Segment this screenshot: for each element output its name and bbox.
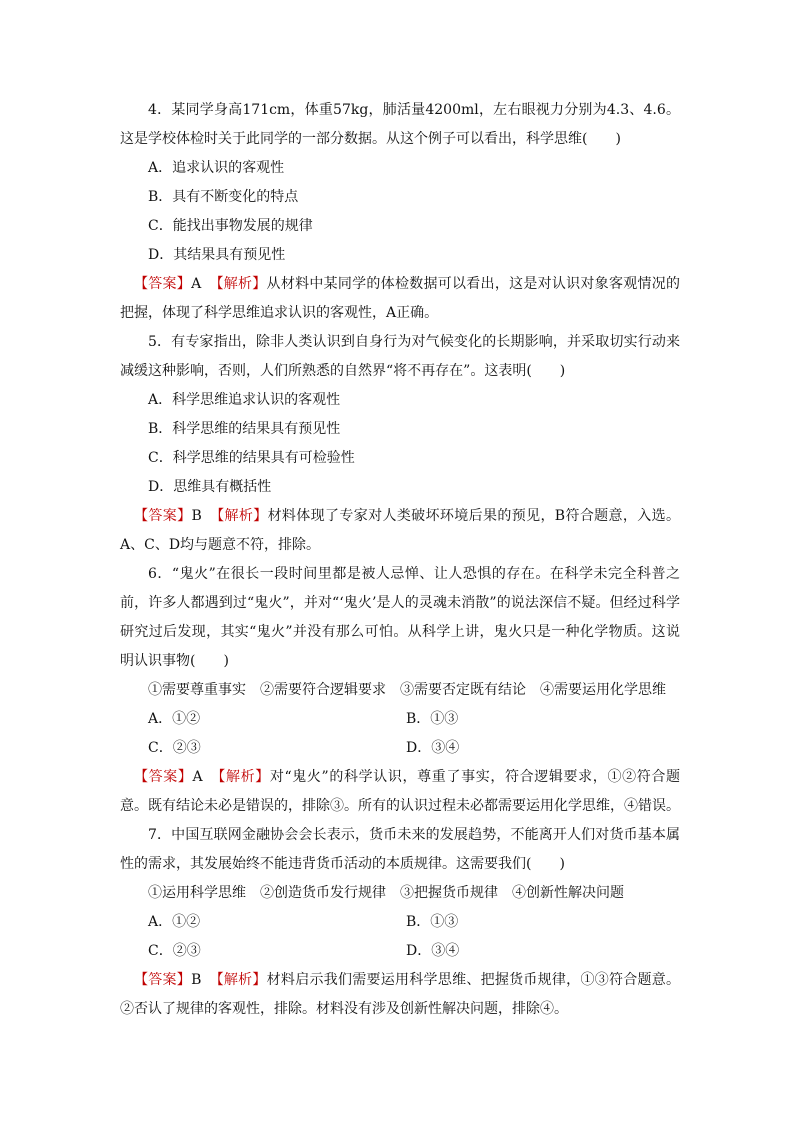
option-b: B．具有不断变化的特点 — [148, 189, 299, 205]
question-7 — [120, 821, 680, 1024]
option-d: D．③④ — [406, 740, 460, 756]
analysis-tag: 【解析】 — [209, 508, 268, 524]
question-list — [120, 96, 680, 1024]
option-row — [120, 937, 680, 966]
answer-letter: B — [191, 972, 202, 988]
analysis-text: 材料启示我们需要运用科学思维、把握货币规律，①③符合题意。②否认了规律的客观性，排除。材料没有涉及创新性解决问题，排除④。 — [120, 972, 681, 1017]
answer-block — [120, 763, 680, 821]
analysis-text: 对“鬼火”的科学认识，尊重了事实，符合逻辑要求，①②符合题意。既有结论未必是错误的，排除③。所有的认识过程未必都需要运用化学思维，④错误。 — [120, 769, 680, 814]
question-4 — [120, 96, 680, 328]
question-5 — [120, 328, 680, 560]
option-d: D．其结果具有预见性 — [148, 247, 286, 263]
question-stem: 4．某同学身高171cm，体重57kg，肺活量4200ml，左右眼视力分别为4.3、4.6。这是学校体检时关于此同学的一部分数据。从这个例子可以看出，科学思维( ) — [120, 102, 680, 147]
analysis-tag: 【解析】 — [210, 769, 270, 785]
analysis-tag: 【解析】 — [209, 972, 267, 988]
option-b: B．①③ — [406, 914, 459, 930]
question-stem: 6．“鬼火”在很长一段时间里都是被人忌惮、让人恐惧的存在。在科学未完全科普之前，许多人都遇到过“鬼火”，并对“‘鬼火’是人的灵魂未消散”的说法深信不疑。但经过科学研究过后发现，其实“鬼火”并没有那么可怕。从科学上讲，鬼火只是一种化学物质。这说明认识事物( ) — [120, 566, 680, 669]
question-6 — [120, 560, 680, 821]
option-row — [120, 734, 680, 763]
option-a: A．①② — [148, 711, 201, 727]
statement-list: ①需要尊重事实 ②需要符合逻辑要求 ③需要否定既有结论 ④需要运用化学思维 — [148, 682, 666, 698]
answer-tag: 【答案】 — [134, 508, 192, 524]
option-a: A．①② — [148, 914, 201, 930]
option-c: C．科学思维的结果具有可检验性 — [148, 450, 355, 466]
option-b: B．①③ — [406, 711, 459, 727]
option-d: D．③④ — [406, 943, 460, 959]
option-d: D．思维具有概括性 — [148, 479, 272, 495]
answer-letter: A — [192, 769, 203, 785]
analysis-tag: 【解析】 — [209, 276, 267, 292]
answer-tag: 【答案】 — [134, 769, 193, 785]
answer-block — [120, 502, 680, 560]
question-stem: 5．有专家指出，除非人类认识到自身行为对气候变化的长期影响，并采取切实行动来减缓这种影响，否则，人们所熟悉的自然界“将不再存在”。这表明( ) — [120, 334, 680, 379]
answer-block — [120, 966, 680, 1024]
option-a: A．追求认识的客观性 — [148, 160, 285, 176]
option-row — [120, 705, 680, 734]
option-c: C．②③ — [148, 943, 201, 959]
analysis-text: 从材料中某同学的体检数据可以看出，这是对认识对象客观情况的把握，体现了科学思维追求认识的客观性，A正确。 — [120, 276, 681, 321]
option-c: C．能找出事物发展的规律 — [148, 218, 313, 234]
answer-tag: 【答案】 — [134, 276, 192, 292]
answer-letter: A — [191, 276, 202, 292]
option-b: B．科学思维的结果具有预见性 — [148, 421, 341, 437]
answer-letter: B — [191, 508, 202, 524]
option-row — [120, 908, 680, 937]
answer-tag: 【答案】 — [134, 972, 192, 988]
option-a: A．科学思维追求认识的客观性 — [148, 392, 341, 408]
answer-block — [120, 270, 680, 328]
analysis-text: 材料体现了专家对人类破坏环境后果的预见，B符合题意，入选。A、C、D均与题意不符，排除。 — [120, 508, 680, 553]
option-c: C．②③ — [148, 740, 201, 756]
statement-list: ①运用科学思维 ②创造货币发行规律 ③把握货币规律 ④创新性解决问题 — [148, 885, 624, 901]
question-stem: 7．中国互联网金融协会会长表示，货币未来的发展趋势，不能离开人们对货币基本属性的需求，其发展始终不能违背货币活动的本质规律。这需要我们( ) — [120, 827, 680, 872]
